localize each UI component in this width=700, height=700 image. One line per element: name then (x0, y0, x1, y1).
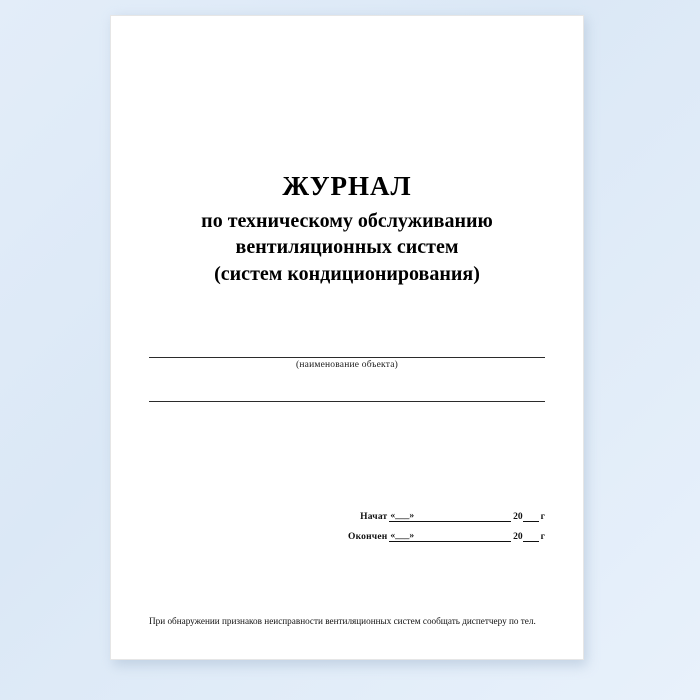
quote-open-finished: « (390, 531, 396, 541)
dates-block (295, 511, 545, 551)
started-day-field (389, 511, 415, 522)
subtitle-line-3: (систем кондиционирования) (214, 262, 480, 285)
footer-note: При обнаружении признаков неисправности вентиляционных систем сообщать диспетчеру по тел. (149, 616, 536, 626)
started-month-field (415, 511, 511, 522)
object-name-block (149, 356, 545, 402)
title-block (149, 171, 545, 287)
document-page (110, 15, 584, 660)
started-year-suffix: г (540, 512, 545, 522)
page-subtitle (149, 208, 545, 287)
subtitle-line-2: вентиляционных систем (235, 236, 459, 259)
object-name-rule-2 (149, 400, 545, 402)
date-row-finished (295, 531, 545, 542)
started-year-prefix: 20 (513, 512, 523, 522)
finished-label: Окончен (348, 532, 388, 542)
finished-year-field (523, 531, 539, 542)
day-blank-finished: ___ (395, 531, 410, 541)
object-name-caption: (наименование объекта) (296, 360, 398, 370)
finished-month-field (415, 531, 511, 542)
finished-year-suffix: г (540, 532, 545, 542)
started-year-field (523, 511, 539, 522)
page-title: ЖУРНАЛ (282, 171, 412, 201)
started-label: Начат (360, 512, 388, 522)
quote-close-finished: » (409, 531, 415, 541)
date-row-started (295, 511, 545, 522)
day-blank-started: ___ (395, 511, 410, 521)
quote-close-started: » (409, 511, 415, 521)
subtitle-line-1: по техническому обслуживанию (201, 210, 493, 233)
object-name-rule-1 (149, 356, 545, 358)
finished-day-field (389, 531, 415, 542)
finished-year-prefix: 20 (513, 532, 523, 542)
quote-open-started: « (390, 511, 396, 521)
